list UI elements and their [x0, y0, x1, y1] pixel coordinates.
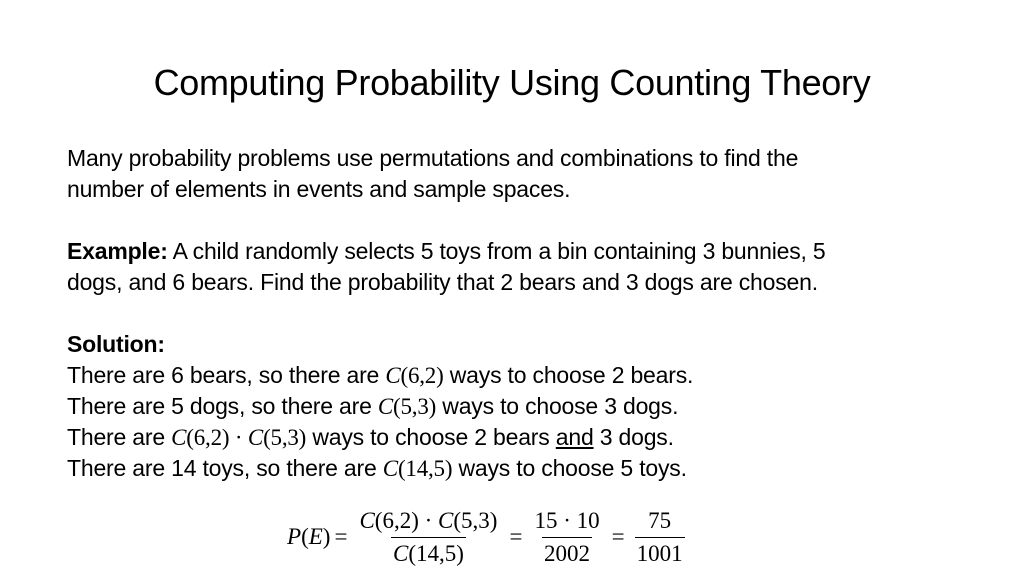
math-c-symbol: C	[247, 425, 264, 450]
and-word: and	[555, 424, 594, 450]
solution-line-1-text: There are 6 bears, so there are	[67, 362, 386, 388]
fraction-numerator: 75	[648, 507, 672, 533]
solution-line-2-end: ways to choose 3 dogs.	[436, 393, 679, 419]
example-line-1	[67, 236, 967, 267]
example-line-2: dogs, and 6 bears. Find the probability that 2 bears and 3 dogs are chosen.	[67, 269, 818, 295]
math-args: (6,2) ·	[374, 507, 439, 533]
solution-label: Solution:	[67, 331, 165, 357]
math-args: (5,3)	[263, 425, 307, 450]
formula-e: E	[308, 524, 323, 549]
fraction-denominator: 2002	[542, 537, 592, 567]
math-args: (5,3)	[453, 507, 498, 533]
formula-close-paren: )	[322, 524, 331, 549]
math-c-14-5	[383, 456, 453, 481]
intro-line-2: number of elements in events and sample spaces.	[67, 176, 571, 202]
solution-line-2	[67, 391, 967, 422]
math-args: (5,3)	[393, 394, 437, 419]
math-c-symbol: C	[392, 540, 409, 566]
formula-p: P	[287, 524, 302, 549]
intro-line-1: Many probability problems use permutations and combinations to find the	[67, 145, 799, 171]
solution-line-4-text: There are 14 toys, so there are	[67, 455, 383, 481]
math-c-symbol: C	[385, 363, 401, 388]
solution-line-3	[67, 422, 967, 453]
solution-line-3-end: 3 dogs.	[593, 424, 674, 450]
math-args: (6,2) ·	[186, 425, 248, 450]
fraction-combinations	[357, 508, 499, 567]
math-c-5-3	[378, 394, 436, 419]
solution-line-4-end: ways to choose 5 toys.	[452, 455, 687, 481]
solution-line-3-text: There are	[67, 424, 172, 450]
fraction-numerator	[357, 508, 499, 537]
equals-sign: =	[611, 524, 625, 549]
probability-formula	[287, 504, 691, 570]
example-text-1: A child randomly selects 5 toys from a bin containing 3 bunnies, 5	[167, 238, 826, 264]
math-args: (6,2)	[400, 363, 444, 388]
formula-open-paren: (	[301, 524, 309, 549]
solution-line-3-mid: ways to choose 2 bears	[306, 424, 556, 450]
solution-line-4	[67, 453, 967, 484]
math-args: (14,5)	[397, 456, 453, 481]
equals-sign: =	[334, 524, 348, 549]
math-product	[171, 425, 306, 450]
solution-line-1-end: ways to choose 2 bears.	[443, 362, 694, 388]
slide-body	[67, 143, 967, 484]
equals-sign: =	[509, 524, 523, 549]
math-c-symbol: C	[382, 456, 398, 481]
math-c-symbol: C	[438, 507, 454, 533]
fraction-values	[532, 508, 601, 567]
fraction-result	[635, 508, 685, 567]
fraction-denominator: 1001	[635, 537, 685, 567]
example-label: Example:	[67, 238, 168, 264]
formula-lhs	[287, 524, 330, 550]
solution-line-2-text: There are 5 dogs, so there are	[67, 393, 378, 419]
math-c-symbol: C	[171, 425, 187, 450]
math-c-6-2	[385, 363, 443, 388]
fraction-denominator	[391, 537, 466, 567]
fraction-numerator: 15 · 10	[534, 507, 600, 533]
math-c-symbol: C	[359, 507, 375, 533]
solution-line-1	[67, 360, 967, 391]
slide-title: Computing Probability Using Counting Theory	[153, 62, 871, 103]
math-args: (14,5)	[408, 540, 464, 566]
math-c-symbol: C	[377, 394, 394, 419]
